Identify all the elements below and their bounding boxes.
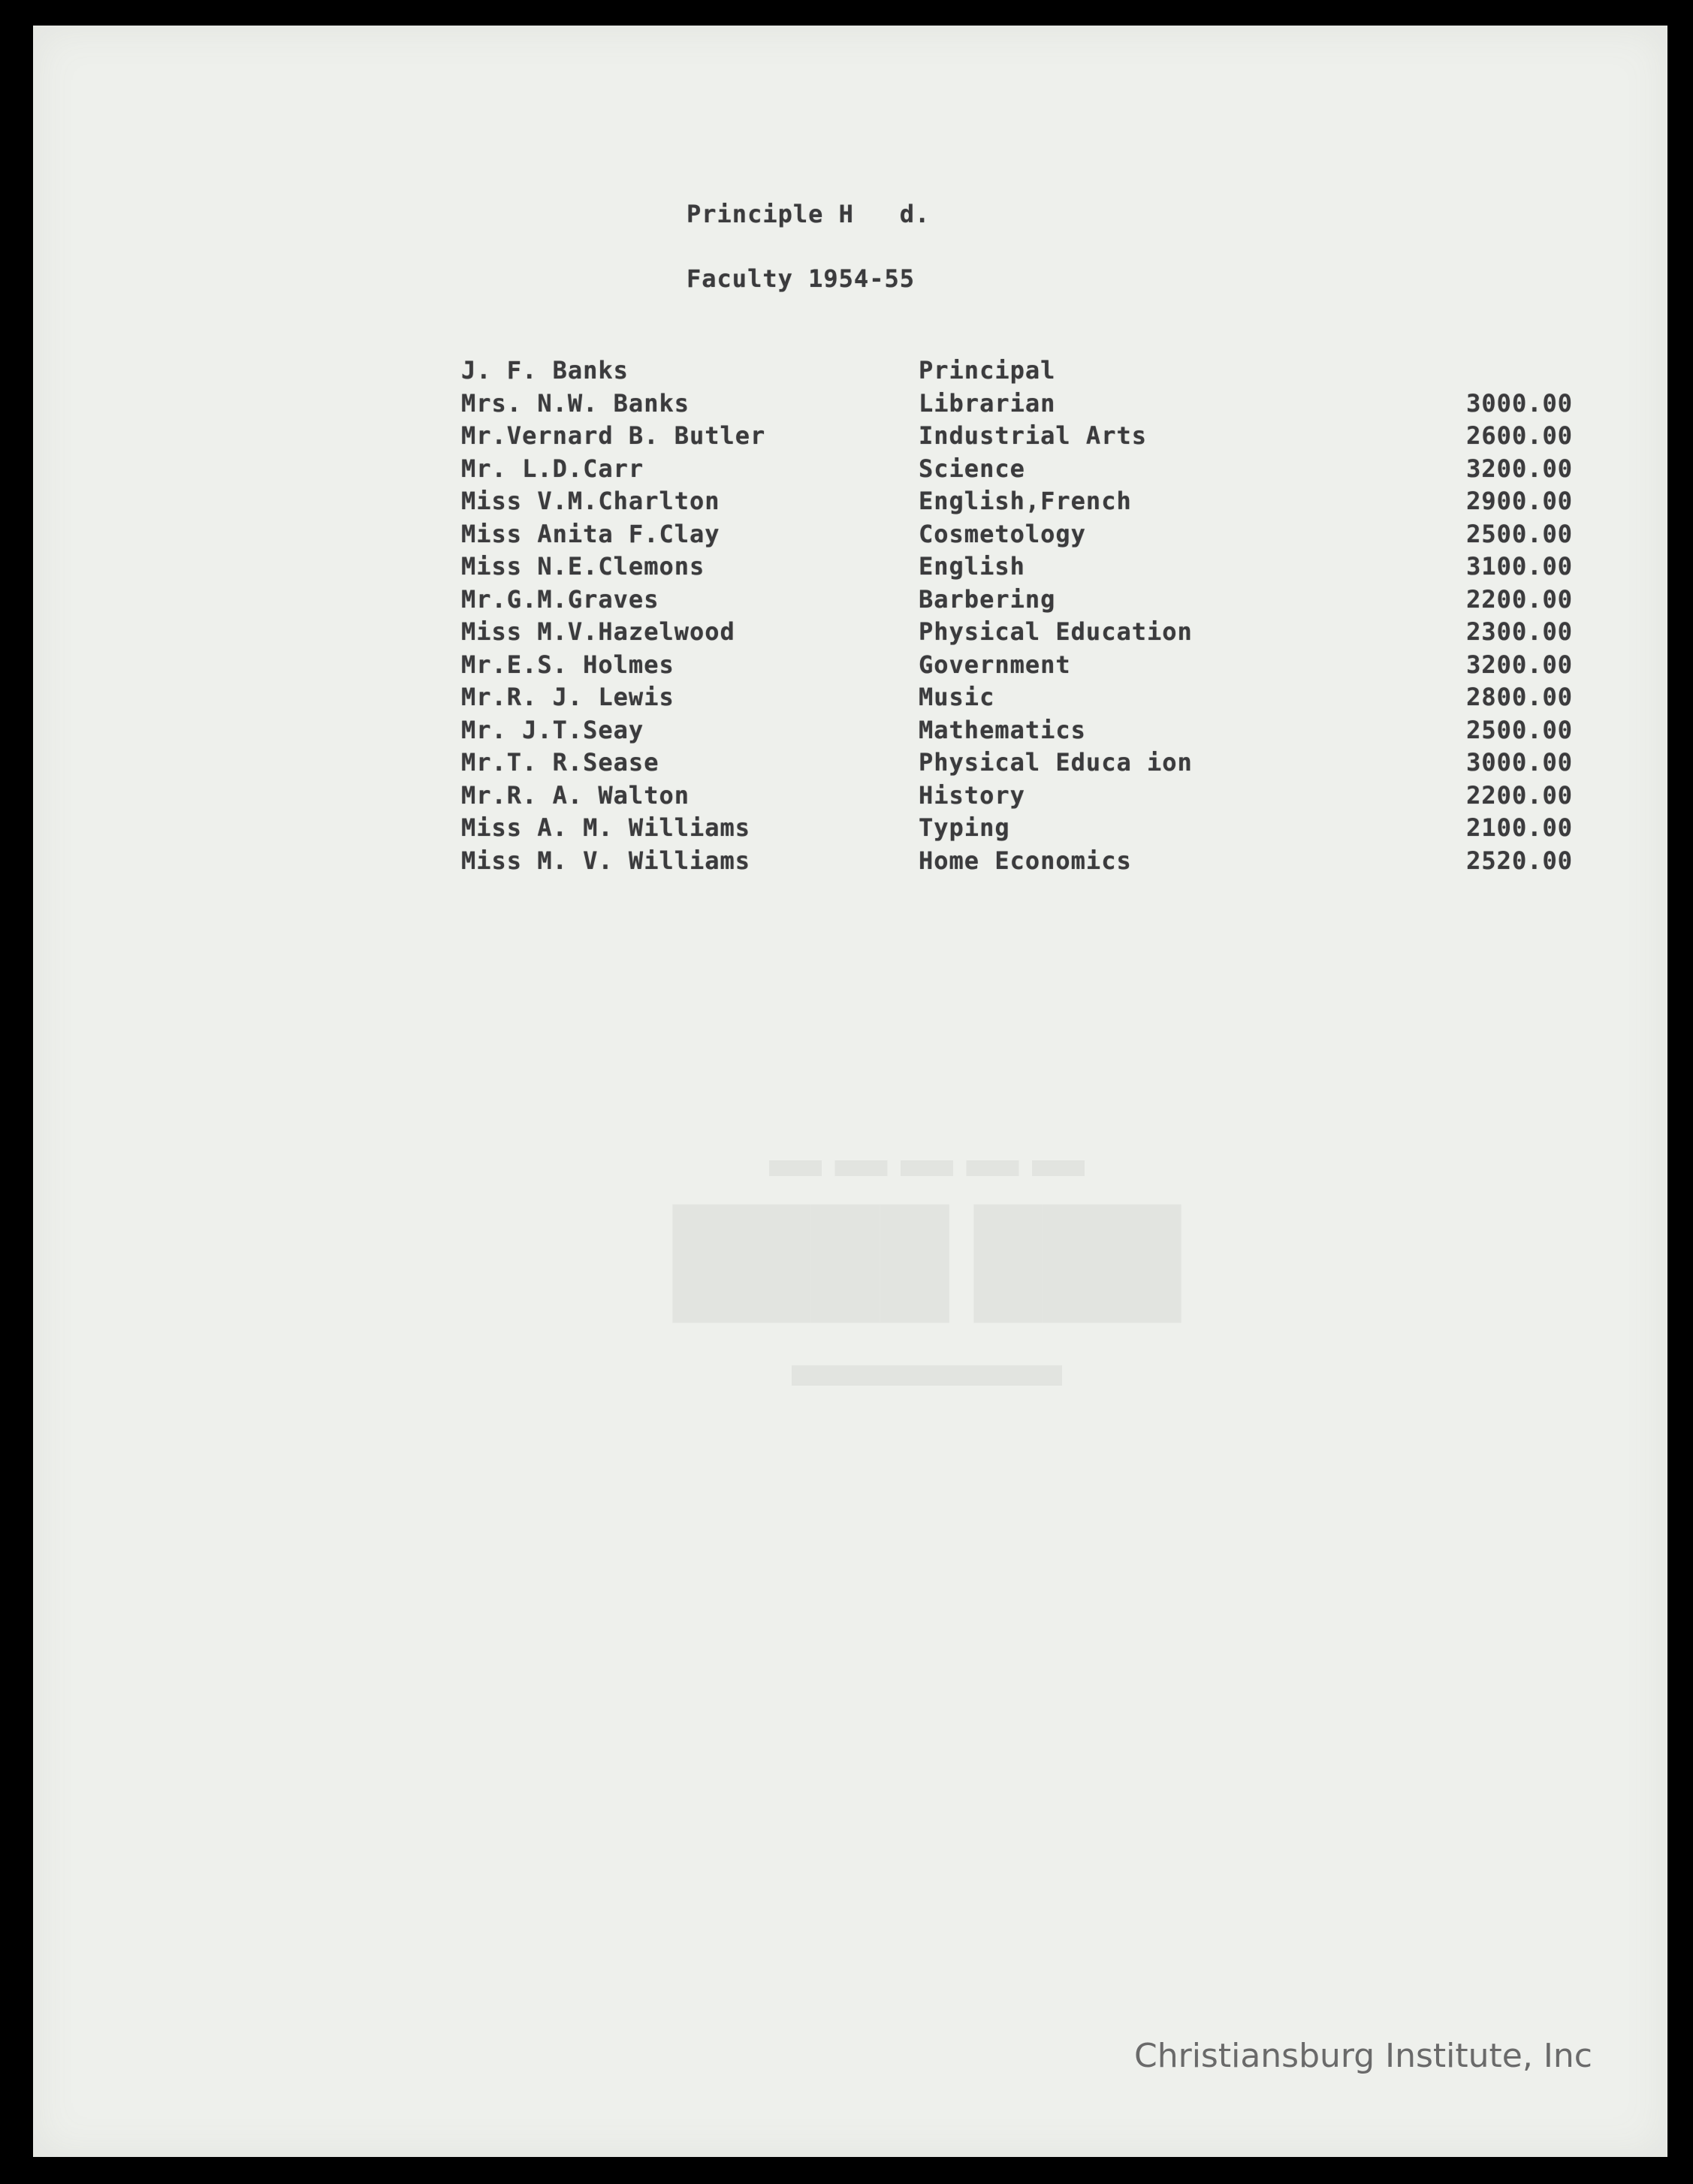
faculty-salary: 2200.00: [1466, 584, 1573, 614]
faculty-name: Mr.Vernard B. Butler: [461, 421, 766, 450]
faculty-subject: Physical Educa ion: [919, 748, 1193, 777]
faculty-salary: 2800.00: [1466, 683, 1573, 711]
faculty-row: [461, 781, 1573, 814]
faculty-name: Miss Anita F.Clay: [461, 519, 720, 548]
faculty-subject: Mathematics: [919, 715, 1086, 744]
faculty-subject: Government: [919, 650, 1071, 679]
faculty-row: [461, 552, 1573, 585]
faculty-row: [461, 487, 1573, 520]
faculty-name: Mr.E.S. Holmes: [461, 650, 674, 679]
faculty-name: Mr.R. A. Walton: [461, 780, 690, 810]
faculty-salary: 2100.00: [1466, 813, 1573, 842]
faculty-row: [461, 585, 1573, 618]
faculty-salary: 2500.00: [1466, 715, 1573, 744]
faculty-subject: Science: [919, 454, 1025, 483]
faculty-name: Miss M. V. Williams: [461, 846, 751, 875]
archive-watermark: Christiansburg Institute, Inc: [1134, 2037, 1592, 2075]
faculty-name: Miss A. M. Williams: [461, 813, 751, 842]
faculty-name: Mr.T. R.Sease: [461, 748, 659, 777]
faculty-salary: 2200.00: [1466, 780, 1573, 810]
faculty-subject: Home Economics: [919, 846, 1132, 875]
faculty-subject: Cosmetology: [919, 519, 1086, 548]
bleed-through-imprint: ▬ ▬ ▬ ▬ ▬ ███ ████ ▬▬▬▬: [672, 1130, 1181, 1401]
faculty-row: [461, 748, 1573, 781]
faculty-row: [461, 813, 1573, 846]
faculty-name: Mr.R. J. Lewis: [461, 683, 674, 711]
faculty-subject: Principal: [919, 356, 1056, 385]
faculty-name: J. F. Banks: [461, 356, 629, 385]
document-heading: Principle H d.: [687, 200, 931, 228]
faculty-subject: English: [919, 552, 1025, 581]
faculty-salary: 2900.00: [1466, 487, 1573, 515]
faculty-row: [461, 520, 1573, 553]
faculty-row: [461, 617, 1573, 650]
faculty-subject: Barbering: [919, 584, 1056, 614]
faculty-list: [461, 356, 1573, 879]
faculty-subject: Physical Education: [919, 617, 1193, 646]
faculty-subject: Industrial Arts: [919, 421, 1147, 450]
faculty-row: [461, 421, 1573, 454]
faculty-subject: Typing: [919, 813, 1010, 842]
faculty-subject: English,French: [919, 487, 1132, 515]
faculty-row: [461, 356, 1573, 389]
faculty-row: [461, 846, 1573, 879]
faculty-salary: 3000.00: [1466, 748, 1573, 777]
faculty-salary: 3200.00: [1466, 454, 1573, 483]
faculty-name: Mr. J.T.Seay: [461, 715, 644, 744]
faculty-name: Miss V.M.Charlton: [461, 487, 720, 515]
faculty-salary: 2600.00: [1466, 421, 1573, 450]
faculty-name: Mr.G.M.Graves: [461, 584, 659, 614]
document-subheading: Faculty 1954-55: [687, 264, 915, 293]
faculty-salary: 2300.00: [1466, 617, 1573, 646]
faculty-name: Miss N.E.Clemons: [461, 552, 705, 581]
faculty-name: Miss M.V.Hazelwood: [461, 617, 735, 646]
faculty-subject: Librarian: [919, 388, 1056, 418]
faculty-row: [461, 683, 1573, 716]
faculty-subject: History: [919, 780, 1025, 810]
faculty-row: [461, 716, 1573, 749]
faculty-subject: Music: [919, 683, 995, 711]
faculty-salary: 2520.00: [1466, 846, 1573, 875]
faculty-row: [461, 454, 1573, 487]
document-page: [33, 26, 1667, 2157]
faculty-name: Mr. L.D.Carr: [461, 454, 644, 483]
faculty-row: [461, 389, 1573, 422]
faculty-salary: 3100.00: [1466, 552, 1573, 581]
faculty-salary: 2500.00: [1466, 519, 1573, 548]
faculty-salary: 3000.00: [1466, 388, 1573, 418]
faculty-row: [461, 650, 1573, 683]
faculty-name: Mrs. N.W. Banks: [461, 388, 690, 418]
faculty-salary: 3200.00: [1466, 650, 1573, 679]
